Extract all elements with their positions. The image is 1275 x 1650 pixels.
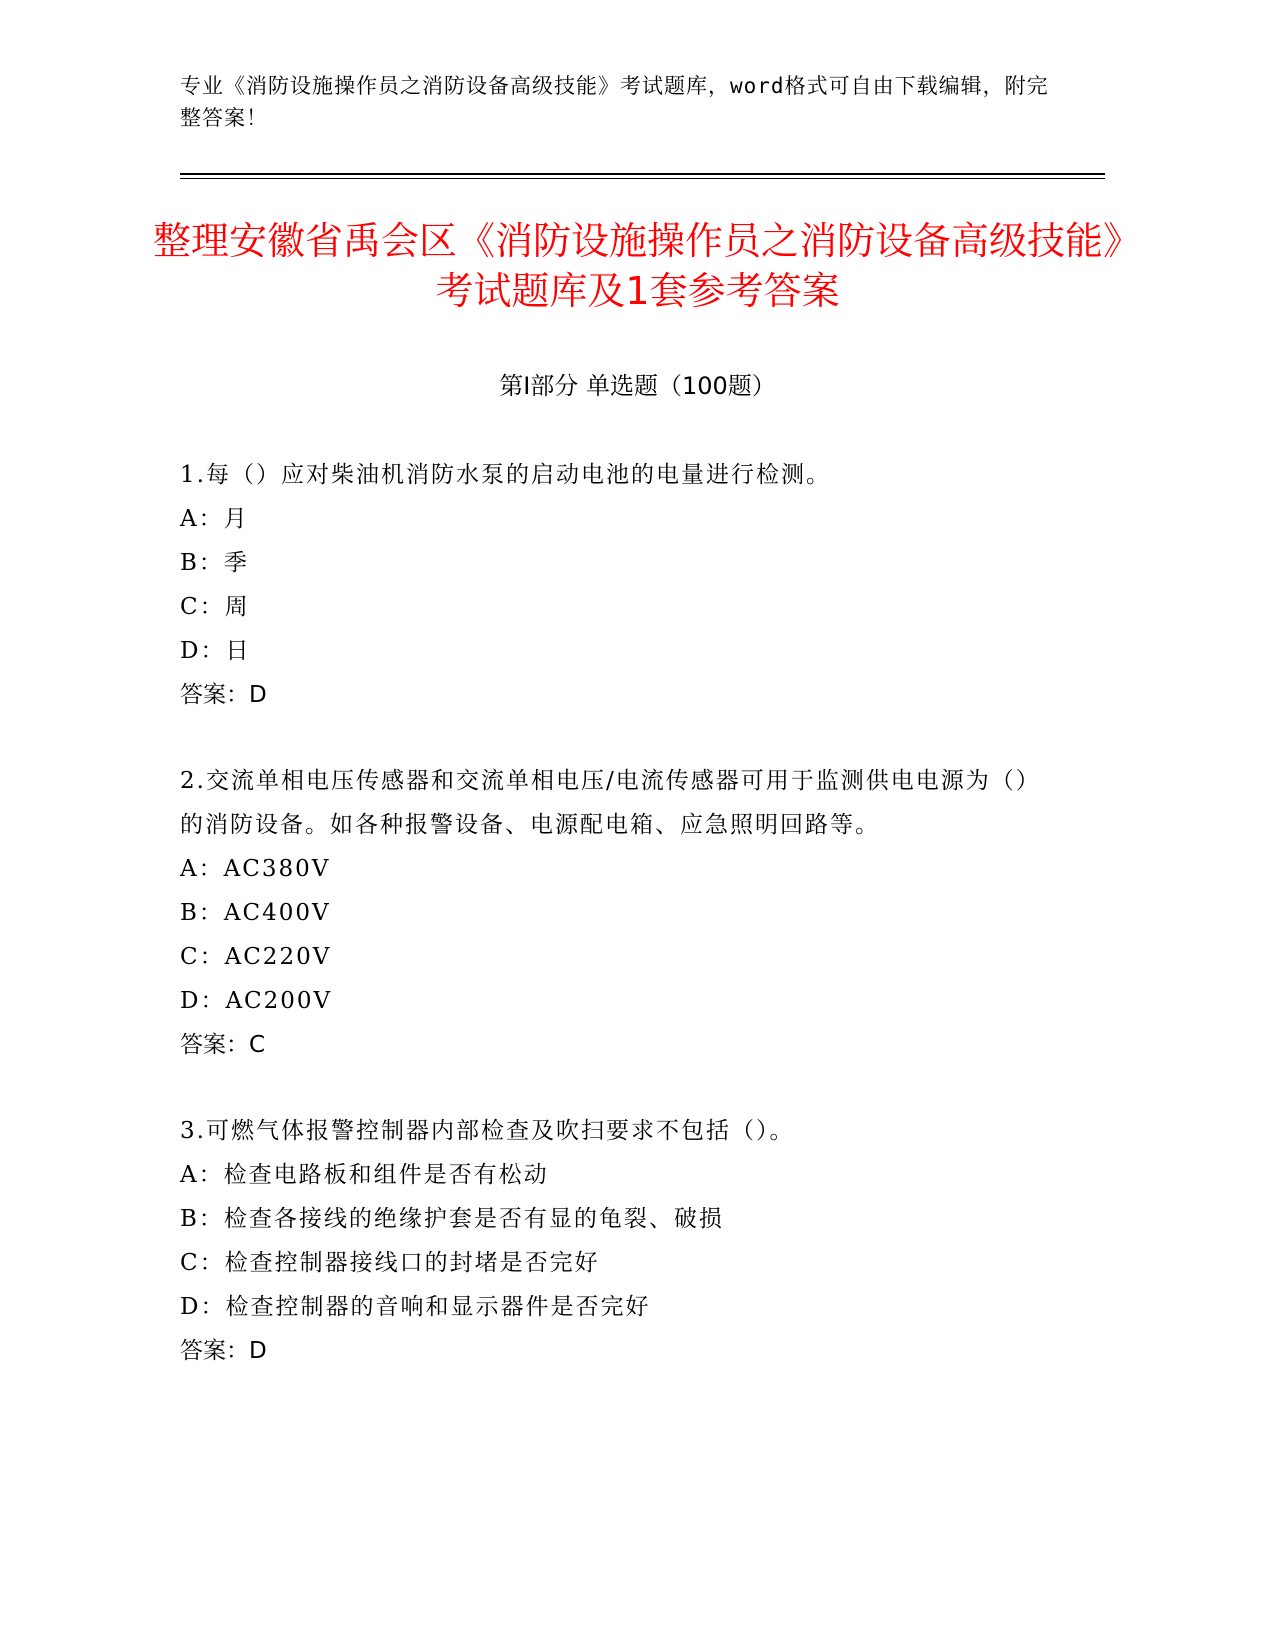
question-1 (180, 453, 1040, 717)
question-list (180, 453, 1040, 1415)
question-2 (180, 759, 1040, 1067)
option-d: D：日 (180, 638, 251, 664)
option-a: A：检查电路板和组件是否有松动 (180, 1162, 549, 1188)
header-divider-thin (180, 178, 1105, 179)
question-stem: 3.可燃气体报警控制器内部检查及吹扫要求不包括（）。 (180, 1118, 795, 1144)
question-3 (180, 1109, 1040, 1373)
question-stem: 1.每（）应对柴油机消防水泵的启动电池的电量进行检测。 (180, 462, 831, 488)
option-a: A：AC380V (180, 856, 331, 882)
answer: 答案：C (180, 1032, 266, 1058)
answer: 答案：D (180, 682, 267, 708)
option-b: B：检查各接线的绝缘护套是否有显的龟裂、破损 (180, 1206, 724, 1232)
option-b: B：季 (180, 550, 249, 576)
option-c: C：检查控制器接线口的封堵是否完好 (180, 1250, 600, 1276)
question-stem: 2.交流单相电压传感器和交流单相电压/电流传感器可用于监测供电电源为（）的消防设备。如各种报警设备、电源配电箱、应急照明回路等。 (180, 768, 1030, 838)
option-d: D：检查控制器的音响和显示器件是否完好 (180, 1294, 651, 1320)
option-d: D：AC200V (180, 988, 333, 1014)
document-title: 整理安徽省禹会区《消防设施操作员之消防设备高级技能》考试题库及1套参考答案 (152, 219, 1122, 313)
section-title: 第Ⅰ部分 单选题（100题） (499, 372, 776, 400)
option-c: C：周 (180, 594, 250, 620)
option-a: A：月 (180, 506, 249, 532)
answer: 答案：D (180, 1338, 267, 1364)
option-b: B：AC400V (180, 900, 331, 926)
header-note: 专业《消防设施操作员之消防设备高级技能》考试题库，word格式可自由下载编辑，附完整答案！ (180, 74, 1049, 130)
header-divider-thick (180, 173, 1105, 175)
option-c: C：AC220V (180, 944, 332, 970)
